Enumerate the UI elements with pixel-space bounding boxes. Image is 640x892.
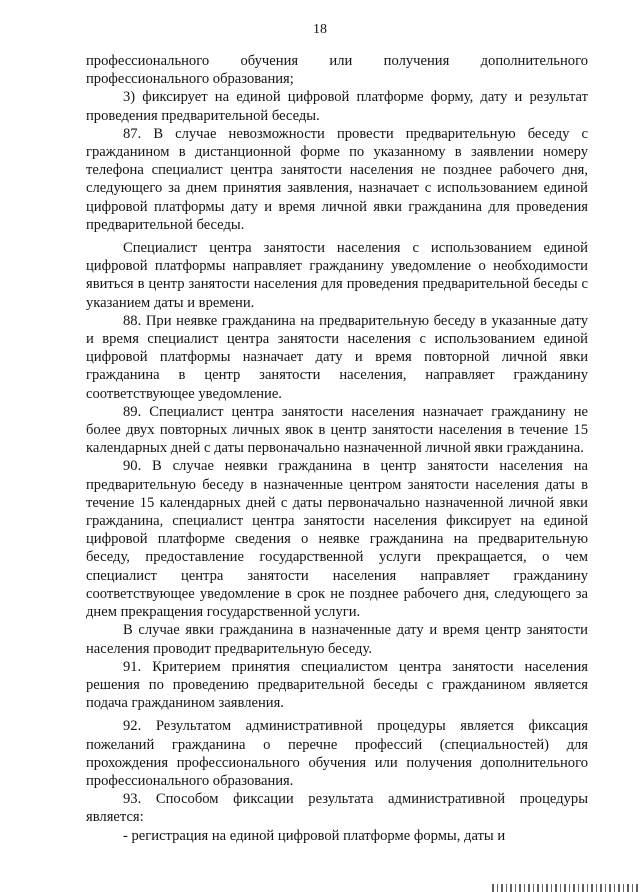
- scan-edge-marks: [492, 884, 640, 892]
- paragraph-88: 88. При неявке гражданина на предварительную беседу в указанные дату и время специалист центра занятости населения с использованием единой цифровой платформы назначает дату и время повторной личной явки гражданина в центр занятости населения, направляет гражданину соответствующее уведомление.: [86, 312, 588, 402]
- paragraph-93: 93. Способом фиксации результата административной процедуры является:: [86, 791, 588, 826]
- paragraph-90-attendance: В случае явки гражданина в назначенные дату и время центр занятости населения проводит предварительную беседу.: [86, 622, 588, 657]
- paragraph-91: 91. Критерием принятия специалистом центра занятости населения решения по проведению предварительной беседы с гражданином является подача гражданином заявления.: [86, 658, 588, 712]
- paragraph-89: 89. Специалист центра занятости населения назначает гражданину не более двух повторных личных явок в центр занятости населения в течение 15 календарных дней с даты первоначально назначенной личной явки гражданина.: [86, 403, 588, 457]
- document-body: [86, 52, 588, 845]
- paragraph-90: 90. В случае неявки гражданина в центр занятости населения на предварительную беседу в назначенные центром занятости населения даты в течение 15 календарных дней с даты первоначально назначенной личной явки гражданина, специалист центра занятости населения фиксирует на единой цифровой платформе сведения о неявке гражданина на предварительную беседу, предоставление государственной услуги прекращается, о чем специалист центра занятости населения направляет гражданину соответствующее уведомление в срок не позднее рабочего дня, следующего за днем прекращения государственной услуги.: [86, 458, 588, 621]
- paragraph-87: 87. В случае невозможности провести предварительную беседу с гражданином в дистанционной форме по указанному в заявлении номеру телефона специалист центра занятости населения не позднее рабочего дня, следующего за днем принятия заявления, назначает с использованием единой цифровой платформы дату и время личной явки гражданина для проведения предварительной беседы.: [86, 125, 588, 233]
- paragraph-87-notice: Специалист центра занятости населения с использованием единой цифровой платформы направляет гражданину уведомление о необходимости явиться в центр занятости населения для проведения предварительной беседы с указанием даты и времени.: [86, 240, 588, 311]
- paragraph-continuation: профессионального обучения или получения дополнительного профессионального образования;: [86, 53, 588, 88]
- paragraph-92: 92. Результатом административной процедуры является фиксация пожеланий гражданина о перечне профессий (специальностей) для прохождения профессионального обучения или получения дополнительного профессионального образования.: [86, 718, 588, 789]
- list-item-registration: - регистрация на единой цифровой платформе формы, даты и: [123, 827, 506, 844]
- page-number: 18: [313, 22, 327, 37]
- paragraph-item-3: 3) фиксирует на единой цифровой платформе форму, дату и результат проведения предварительной беседы.: [86, 89, 588, 124]
